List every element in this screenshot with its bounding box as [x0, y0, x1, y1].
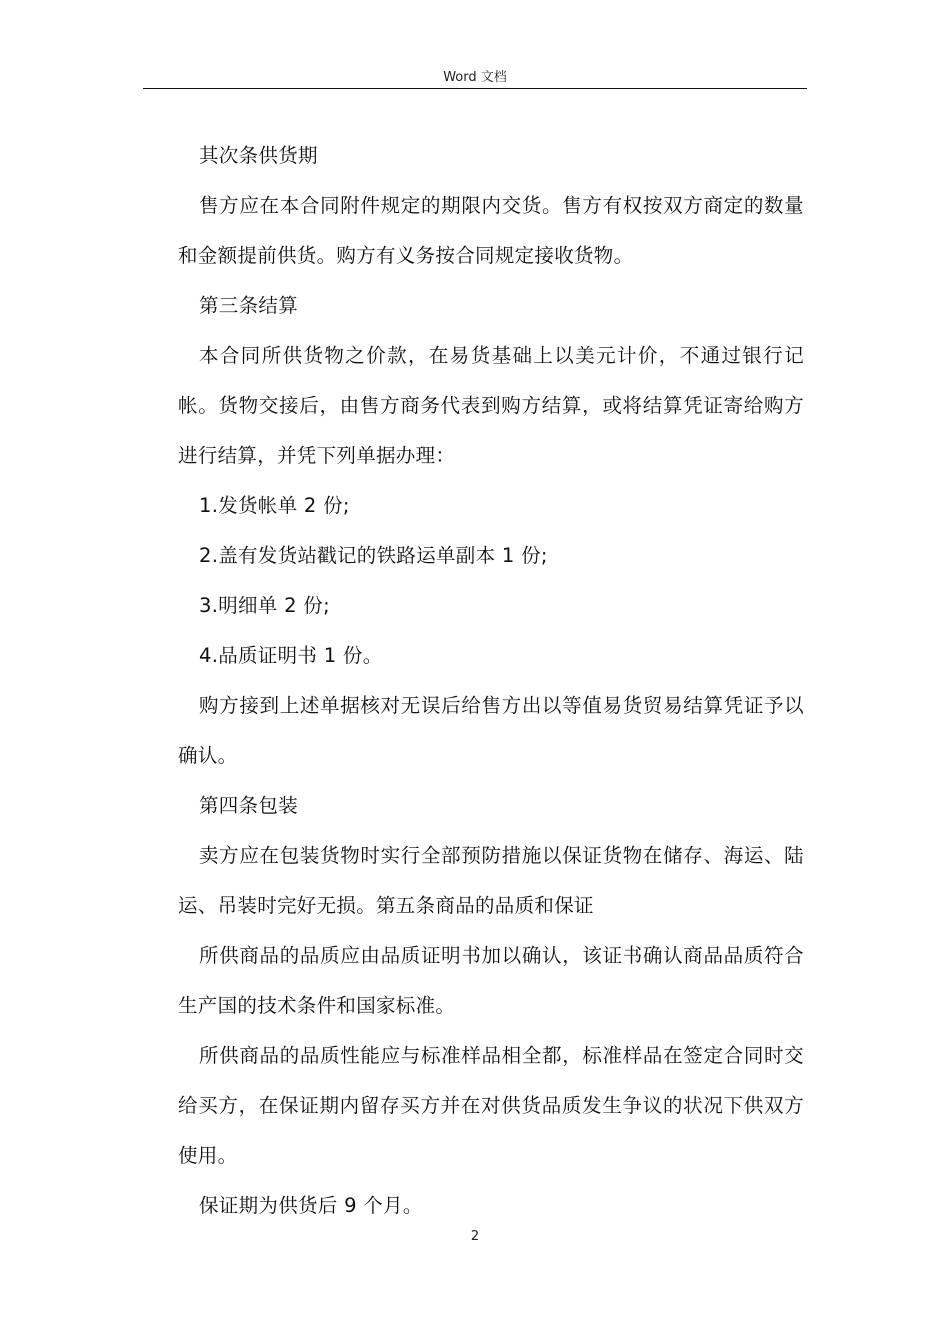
list-item: 2.盖有发货站戳记的铁路运单副本 1 份; — [199, 544, 548, 567]
paragraph: 第四条包装 — [199, 794, 299, 817]
paragraph: 购方接到上述单据核对无误后给售方出以等值易货贸易结算凭证予以确认。 — [178, 694, 804, 767]
page-header: Word 文档 — [443, 70, 507, 85]
paragraph: 卖方应在包装货物时实行全部预防措施以保证货物在储存、海运、陆运、吊装时完好无损。第五条商品的品质和保证 — [178, 844, 804, 917]
paragraph: 所供商品的品质性能应与标准样品相全都，标准样品在签定合同时交给买方，在保证期内留存买方并在对供货品质发生争议的状况下供双方使用。 — [178, 1044, 804, 1167]
header-divider — [143, 88, 807, 89]
document-body — [178, 131, 804, 1231]
list-item: 4.品质证明书 1 份。 — [199, 644, 383, 667]
paragraph: 其次条供货期 — [199, 144, 318, 167]
paragraph: 售方应在本合同附件规定的期限内交货。售方有权按双方商定的数量和金额提前供货。购方有义务按合同规定接收货物。 — [178, 194, 804, 267]
list-item: 3.明细单 2 份; — [199, 594, 330, 617]
paragraph: 第三条结算 — [199, 294, 299, 317]
paragraph: 保证期为供货后 9 个月。 — [199, 1194, 423, 1217]
list-item: 1.发货帐单 2 份; — [199, 494, 350, 517]
page-number: 2 — [470, 1229, 480, 1244]
paragraph: 本合同所供货物之价款，在易货基础上以美元计价，不通过银行记帐。货物交接后，由售方商务代表到购方结算，或将结算凭证寄给购方进行结算，并凭下列单据办理： — [178, 344, 804, 467]
paragraph: 所供商品的品质应由品质证明书加以确认，该证书确认商品品质符合生产国的技术条件和国家标准。 — [178, 944, 804, 1017]
